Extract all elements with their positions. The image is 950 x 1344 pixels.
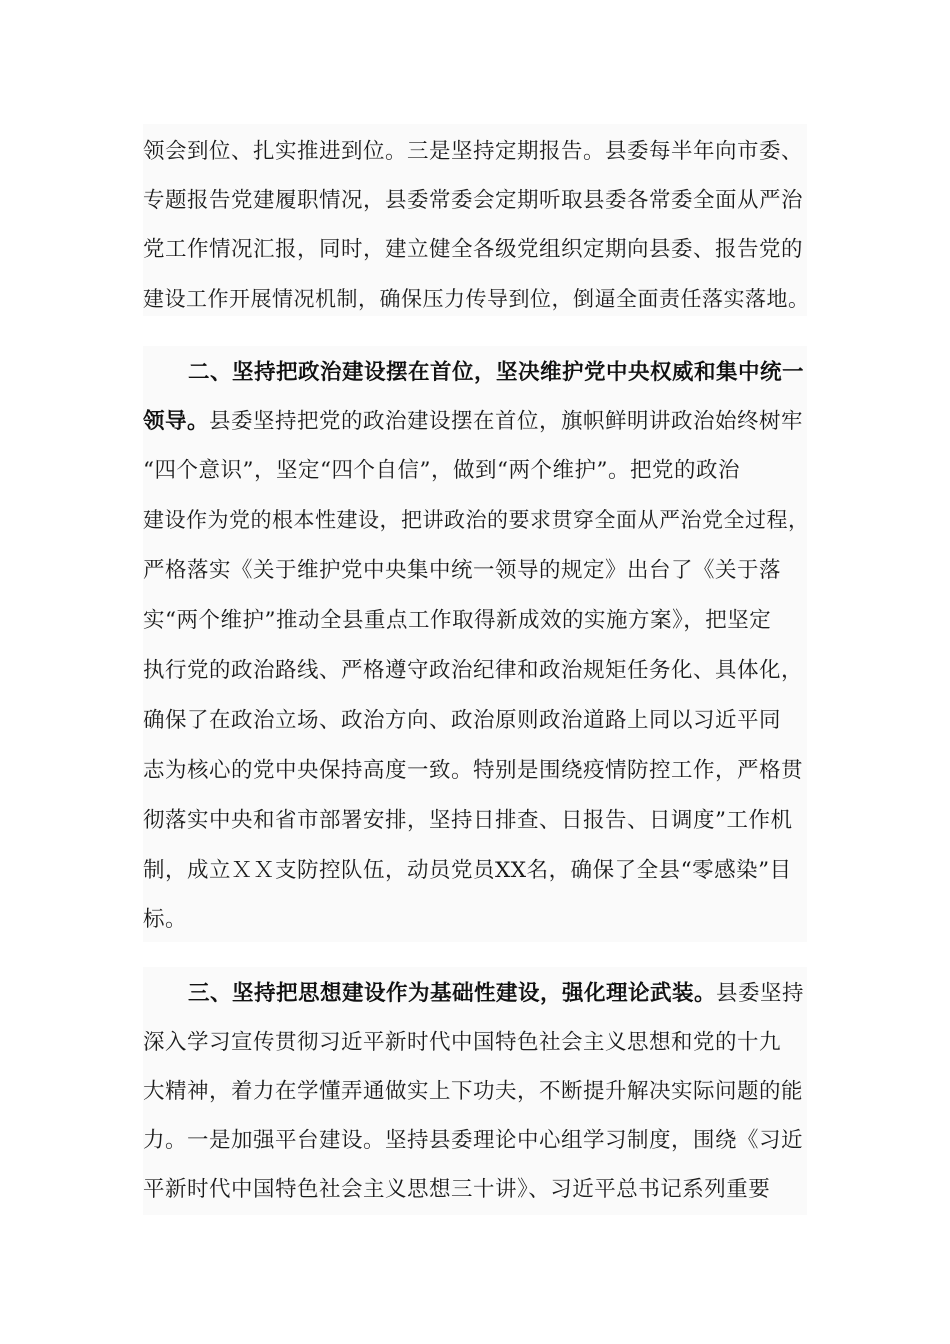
paragraph-line: 执行党的政治路线、严格遵守政治纪律和政治规矩任务化、具体化， xyxy=(143,658,804,683)
paragraph-line: 建设作为党的根本性建设，把讲政治的要求贯穿全面从严治党全过程， xyxy=(143,508,810,532)
paragraph-line: 彻落实中央和省市部署安排，坚持日排查、日报告、日调度”工作机 xyxy=(143,808,793,833)
paragraph-line: 专题报告党建履职情况，县委常委会定期听取县委各常委全面从严治 xyxy=(143,188,804,213)
paragraph-line: 志为核心的党中央保持高度一致。特别是围绕疫情防控工作，严格贯 xyxy=(143,758,804,783)
paragraph-line: 制，成立ＸＸ支防控队伍，动员党员XX名，确保了全县“零感染”目 xyxy=(143,858,792,883)
paragraph-line: 严格落实《关于维护党中央集中统一领导的规定》出台了《关于落 xyxy=(143,558,782,583)
paragraph-line: 力。一是加强平台建设。坚持县委理论中心组学习制度，围绕《习近 xyxy=(143,1128,804,1153)
paragraph-line: 确保了在政治立场、政治方向、政治原则政治道路上同以习近平同 xyxy=(143,708,782,733)
paragraph-line: “四个意识”，坚定“四个自信”，做到“两个维护”。把党的政治 xyxy=(143,458,740,483)
paragraph-line: 平新时代中国特色社会主义思想三十讲》、习近平总书记系列重要 xyxy=(143,1177,771,1202)
paragraph-line: 标。 xyxy=(143,907,188,932)
paragraph-text: 县委坚持把党的政治建设摆在首位，旗帜鲜明讲政治始终树牢 xyxy=(209,409,804,434)
paragraph-text: 县委坚持 xyxy=(716,981,805,1006)
paragraph-line: 深入学习宣传贯彻习近平新时代中国特色社会主义思想和党的十九 xyxy=(143,1030,782,1055)
paragraph-line: 党工作情况汇报，同时，建立健全各级党组织定期向县委、报告党的 xyxy=(143,237,804,262)
section-heading-tail: 领导。 xyxy=(143,409,210,434)
paragraph-line: 建设工作开展情况机制，确保压力传导到位，倒逼全面责任落实落地。 xyxy=(143,287,810,311)
paragraph-line xyxy=(188,969,804,1019)
paragraph-line: 大精神，着力在学懂弄通做实上下功夫，不断提升解决实际问题的能 xyxy=(143,1079,804,1104)
paragraph-line: 实“两个维护”推动全县重点工作取得新成效的实施方案》，把坚定 xyxy=(143,608,772,633)
section-heading: 二、坚持把政治建设摆在首位，坚决维护党中央权威和集中统一 xyxy=(188,360,805,385)
paragraph-line: 领会到位、扎实推进到位。三是坚持定期报告。县委每半年向市委、 xyxy=(143,139,804,164)
section-heading: 三、坚持把思想建设作为基础性建设，强化理论武装。 xyxy=(188,981,717,1006)
paragraph-line xyxy=(143,397,803,447)
